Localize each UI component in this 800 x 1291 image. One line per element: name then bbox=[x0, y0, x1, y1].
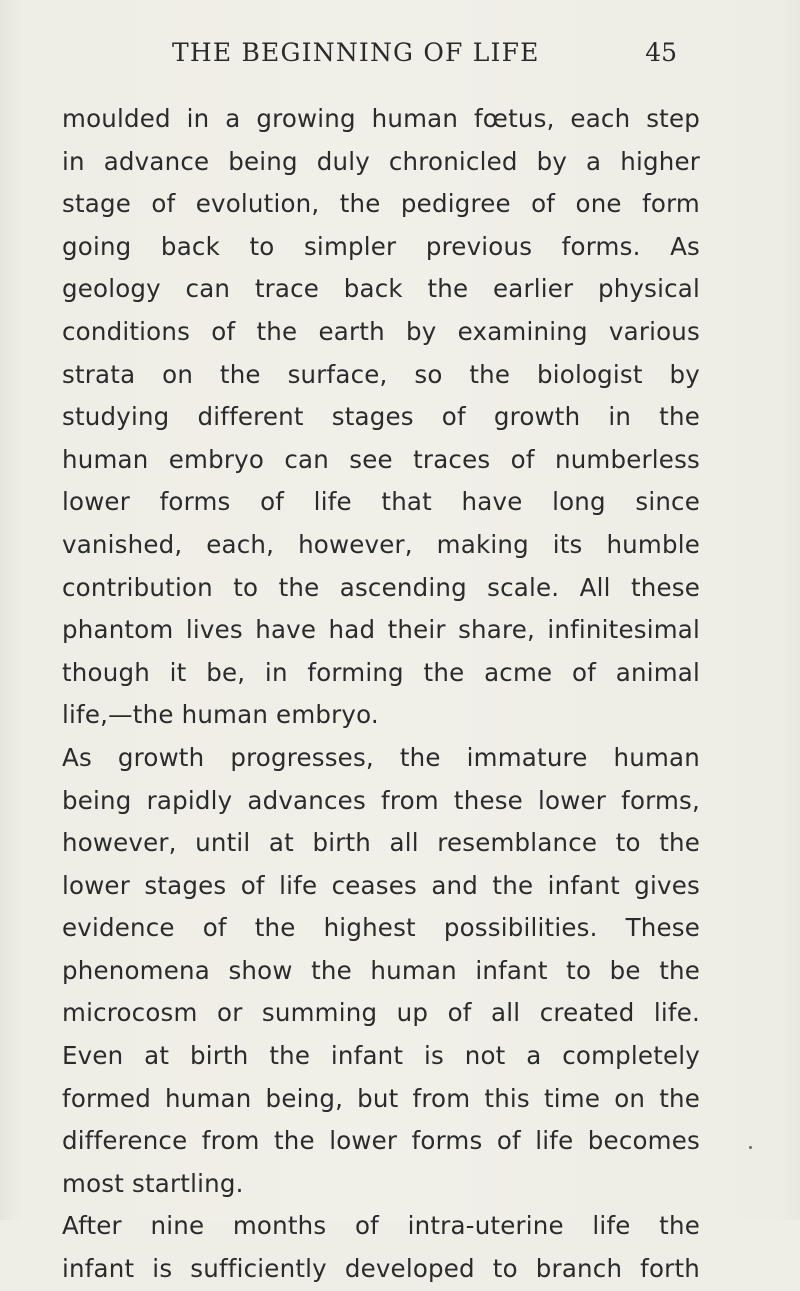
text-line: however, until at birth all resemblance to the bbox=[62, 828, 700, 858]
text-line: phantom lives have had their share, infinitesimal bbox=[62, 615, 700, 645]
paragraph-end-line: life,—the human embryo. bbox=[62, 700, 379, 730]
text-line: microcosm or summing up of all created life. bbox=[62, 998, 700, 1028]
text-line: studying different stages of growth in the bbox=[62, 402, 700, 432]
text-line: stage of evolution, the pedigree of one form bbox=[62, 189, 700, 219]
text-line: phenomena show the human infant to be the bbox=[62, 955, 700, 985]
paragraph-start-line: After nine months of intra-uterine life the bbox=[62, 1211, 700, 1241]
text-line: evidence of the highest possibilities. These bbox=[62, 913, 700, 943]
text-line: vanished, each, however, making its humble bbox=[62, 529, 700, 559]
page-number: 45 bbox=[645, 38, 677, 67]
text-line: being rapidly advances from these lower forms, bbox=[62, 785, 700, 815]
running-title: THE BEGINNING OF LIFE bbox=[172, 38, 540, 67]
paragraph-start-line: As growth progresses, the immature human bbox=[62, 742, 700, 772]
body-text bbox=[62, 98, 700, 1291]
text-line: lower forms of life that have long since bbox=[62, 487, 700, 517]
text-line: Even at birth the infant is not a completely bbox=[62, 1041, 700, 1071]
running-head bbox=[172, 38, 677, 78]
margin-mark bbox=[749, 1146, 752, 1149]
text-line: infant is sufficiently developed to branch forth bbox=[62, 1254, 700, 1284]
text-line: difference from the lower forms of life becomes bbox=[62, 1126, 700, 1156]
text-line: moulded in a growing human fœtus, each step bbox=[62, 104, 700, 133]
text-line: in advance being duly chronicled by a higher bbox=[62, 146, 700, 176]
paragraph-end-line: most startling. bbox=[62, 1168, 244, 1198]
text-line: lower stages of life ceases and the infant gives bbox=[62, 870, 700, 900]
text-line: formed human being, but from this time on the bbox=[62, 1083, 700, 1113]
text-line: contribution to the ascending scale. All these bbox=[62, 572, 700, 602]
text-line: strata on the surface, so the biologist by bbox=[62, 359, 700, 389]
text-line: human embryo can see traces of numberless bbox=[62, 444, 700, 474]
text-line: conditions of the earth by examining various bbox=[62, 316, 700, 346]
text-line: though it be, in forming the acme of animal bbox=[62, 657, 700, 687]
text-line: geology can trace back the earlier physical bbox=[62, 274, 700, 304]
text-line: going back to simpler previous forms. As bbox=[62, 231, 700, 261]
